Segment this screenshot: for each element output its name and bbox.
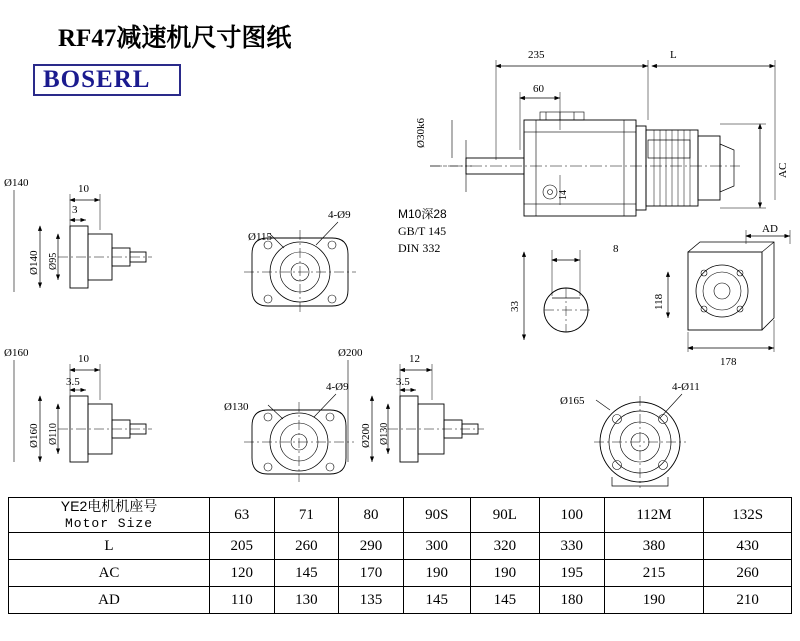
key-section-view	[524, 250, 590, 340]
label-v1-outer: Ø140	[4, 177, 29, 189]
cell-ad-3: 145	[403, 587, 470, 614]
label-dim-ac: AC	[777, 162, 789, 178]
cell-l-3: 300	[403, 533, 470, 560]
table-header-row	[9, 498, 792, 533]
cell-ac-2: 170	[339, 560, 404, 587]
table-col-0: 63	[210, 498, 275, 533]
flange-view-165-face	[594, 394, 686, 488]
cell-l-2: 290	[339, 533, 404, 560]
label-v6-holes: 4-Ø11	[672, 381, 700, 393]
label-v3-dia160: Ø160	[28, 423, 40, 448]
table-row	[9, 587, 792, 614]
cell-ac-0: 120	[210, 560, 275, 587]
row-label-ad: AD	[9, 587, 210, 614]
table-header-label-en: Motor Size	[64, 516, 153, 531]
table-row	[9, 533, 792, 560]
label-v5-dim35: 3.5	[396, 376, 410, 388]
cell-ac-6: 215	[604, 560, 704, 587]
label-v5-dia200: Ø200	[360, 423, 372, 448]
cell-l-7: 430	[704, 533, 792, 560]
cell-l-1: 260	[274, 533, 339, 560]
main-assembly-view	[430, 60, 775, 216]
label-v3-dim35: 3.5	[66, 376, 80, 388]
label-dim-178: 178	[720, 356, 737, 368]
flange-view-130-face	[244, 394, 354, 482]
brand-logo-text: BOSERL	[43, 66, 151, 93]
cell-ac-7: 260	[704, 560, 792, 587]
table-col-4: 90L	[470, 498, 539, 533]
cell-ad-0: 110	[210, 587, 275, 614]
label-key-14: 14	[558, 190, 569, 200]
label-v2-dia115: Ø115	[248, 231, 273, 243]
cell-ad-4: 145	[470, 587, 539, 614]
label-v1-dim3: 3	[72, 204, 78, 216]
label-v1-dia140: Ø140	[28, 250, 40, 275]
table-col-2: 80	[339, 498, 404, 533]
label-dim-60: 60	[533, 83, 544, 95]
label-v5-outer: Ø200	[338, 347, 363, 359]
cell-l-4: 320	[470, 533, 539, 560]
cell-ac-1: 145	[274, 560, 339, 587]
label-shaft-dia: Ø30k6	[415, 118, 427, 148]
table-col-6: 112M	[604, 498, 704, 533]
label-v3-dim10: 10	[78, 353, 89, 365]
label-dim-ad: AD	[762, 223, 778, 235]
label-v5-dim12: 12	[409, 353, 420, 365]
page-title: RF47减速机尺寸图纸	[58, 25, 292, 52]
label-v6-dia165: Ø165	[560, 395, 585, 407]
label-v2-holes: 4-Ø9	[328, 209, 351, 221]
cell-ad-5: 180	[539, 587, 604, 614]
table-row	[9, 560, 792, 587]
table-header-label	[9, 498, 210, 533]
cell-ac-3: 190	[403, 560, 470, 587]
label-v3-dia110: Ø110	[48, 423, 59, 445]
cell-ad-1: 130	[274, 587, 339, 614]
row-label-l: L	[9, 533, 210, 560]
table-header-label-cn: YE2电机机座号	[60, 498, 158, 514]
label-dim-8: 8	[613, 243, 619, 255]
label-dim-33: 33	[509, 301, 521, 312]
table-col-1: 71	[274, 498, 339, 533]
label-v1-dim10: 10	[78, 183, 89, 195]
cell-ad-6: 190	[604, 587, 704, 614]
flange-view-140-side	[14, 190, 152, 292]
row-label-ac: AC	[9, 560, 210, 587]
cell-ac-4: 190	[470, 560, 539, 587]
label-thread-note-2: GB/T 145	[398, 224, 447, 238]
motor-size-table	[8, 497, 792, 614]
cell-ad-7: 210	[704, 587, 792, 614]
label-dim-L: L	[670, 49, 677, 61]
motor-end-view	[668, 230, 790, 352]
label-v3-outer: Ø160	[4, 347, 29, 359]
cell-ad-2: 135	[339, 587, 404, 614]
cell-l-5: 330	[539, 533, 604, 560]
cell-l-0: 205	[210, 533, 275, 560]
label-thread-note-1: M10深28	[398, 207, 447, 221]
label-v1-dia95: Ø95	[48, 252, 59, 270]
label-v4-dia130: Ø130	[224, 401, 249, 413]
label-dim-118: 118	[653, 293, 665, 310]
label-v4-holes: 4-Ø9	[326, 381, 349, 393]
table-col-5: 100	[539, 498, 604, 533]
label-thread-note-3: DIN 332	[398, 241, 441, 255]
label-dim-235: 235	[528, 49, 545, 61]
cell-l-6: 380	[604, 533, 704, 560]
table-col-3: 90S	[403, 498, 470, 533]
cell-ac-5: 195	[539, 560, 604, 587]
label-v5-dia130: Ø130	[379, 422, 390, 445]
table-col-7: 132S	[704, 498, 792, 533]
